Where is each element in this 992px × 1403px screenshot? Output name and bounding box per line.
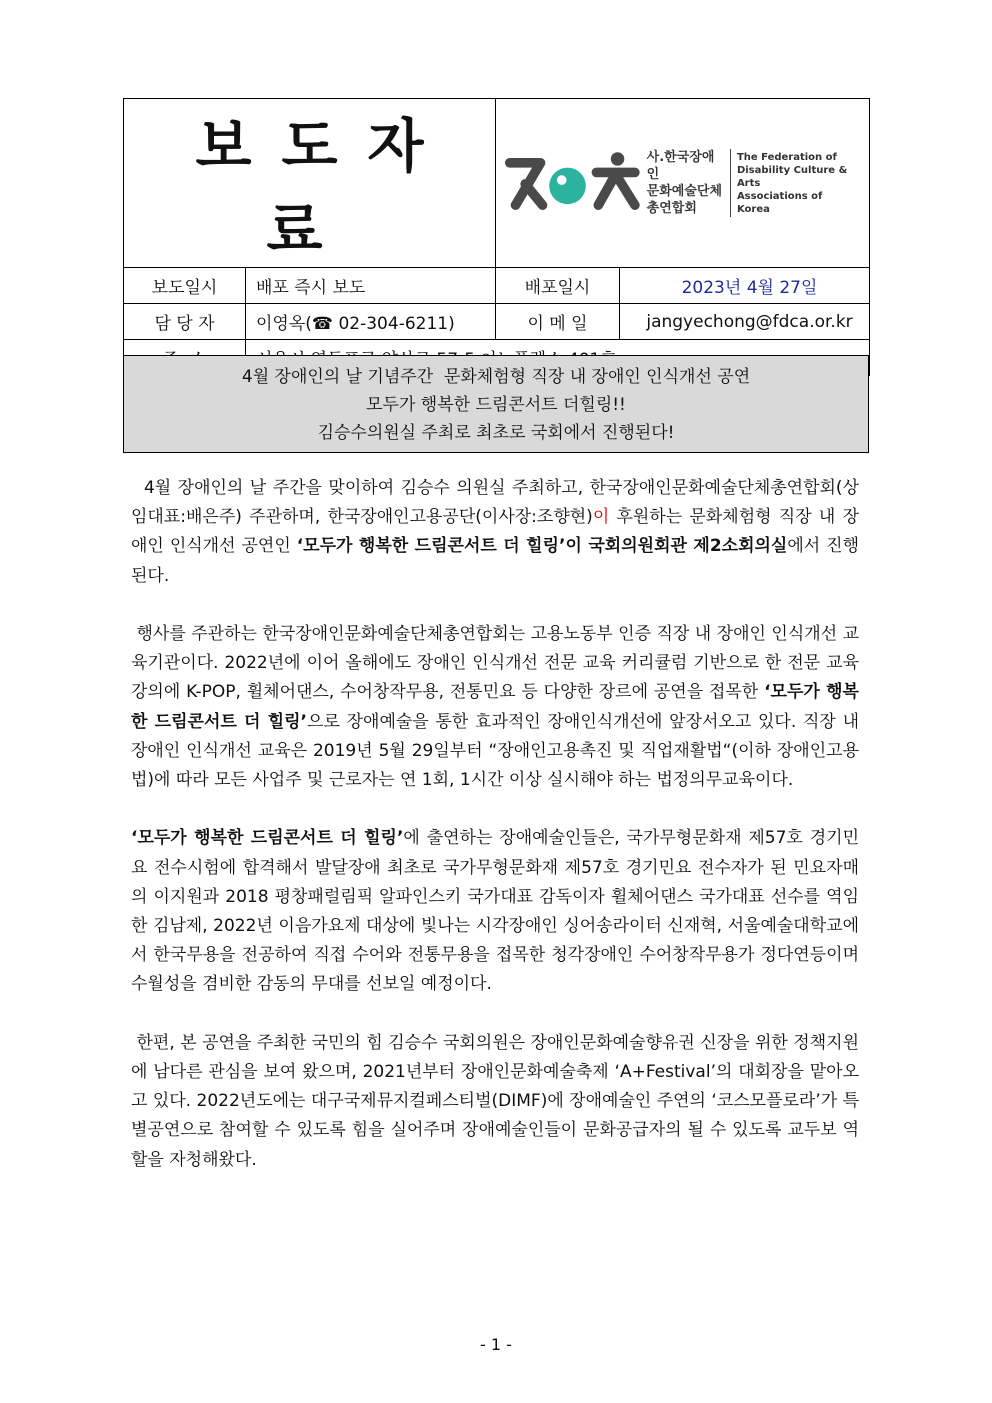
- headline-box: [123, 355, 869, 453]
- contact-label: 담 당 자: [124, 304, 246, 340]
- logo-en-line: Korea: [736, 203, 770, 215]
- paragraph-4: [131, 1029, 859, 1175]
- release-date-row: [124, 268, 870, 304]
- logo-mark-icon: [504, 148, 641, 218]
- logo-ko-line: 사.한국장애인: [646, 150, 715, 182]
- event-name-bold: ‘모두가 행복한 드림콘서트 더 힐링’이 국회의원회관 제2소회의실: [296, 536, 788, 557]
- logo-en-line: Disability Culture & Arts: [736, 164, 848, 189]
- logo-en-line: The Federation of: [736, 151, 837, 163]
- page-number: - 1 -: [480, 1335, 512, 1354]
- release-date-label: 보도일시: [124, 268, 246, 304]
- headline-line: 모두가 행복한 드림콘서트 더힐링!!: [366, 395, 626, 415]
- header-table: [123, 98, 870, 376]
- email-value[interactable]: jangyechong@fdca.or.kr: [620, 304, 870, 340]
- logo-en-line: Associations of: [736, 190, 823, 202]
- distribution-date-value: 2023년 4월 27일: [620, 268, 870, 304]
- paragraph-3: [131, 824, 859, 999]
- text-run: 행사를 주관하는 한국장애인문화예술단체총연합회는 고용노동부 인증 직장 내 장애인 인식개선 교육기관이다. 2022년에 이어 올해에도 장애인 인식개선 전문 교육 커리큘럼 기반으로 한 전문 교육강의에 K-POP, 휠체어댄스, 수어창작무용, 전통민요 등 다양한 장르에 공연을 접목한: [131, 624, 860, 703]
- highlight-text: 이: [592, 507, 610, 528]
- contact-row: [124, 304, 870, 340]
- text-run: 한편, 본 공연을 주최한 국민의 힘 김승수 국회의원은 장애인문화예술향유권 신장을 위한 정책지원에 남다른 관심을 보여 왔으며, 2021년부터 장애인문화예술축제 ‘A+Festival’의 대회장을 맡아오고 있다. 2022년도에는 대구국제뮤지컬페스티벌(DIMF)에 장애예술인 주연의 ‘코스모플로라’가 특별공연으로 참여할 수 있도록 힘을 실어주며 장애예술인들이 문화공급자의 될 수 있도록 교두보 역할을 자청해왔다.: [131, 1032, 859, 1170]
- event-name-bold: ‘모두가 행복한 드림콘서트 더 힐링’: [131, 828, 404, 849]
- logo-korean-text: [647, 149, 731, 217]
- logo-english-text: [737, 151, 869, 216]
- article-body: [131, 474, 859, 1204]
- contact-value: 이영옥(☎ 02-304-6211): [246, 304, 496, 340]
- distribution-date-label: 배포일시: [496, 268, 620, 304]
- document-title: 보도자료: [195, 112, 454, 264]
- organization-logo: [496, 148, 869, 218]
- logo-ko-line: 문화예술단체: [646, 184, 723, 199]
- paragraph-2: [131, 620, 859, 795]
- event-name-bold: ‘모두가 행복한 드림콘서트 더 힐링’: [131, 682, 859, 732]
- text-run: 4월 장애인의 날 주간을 맞이하여 김승수 의원실 주최하고, 한국장애인문화예술단체총연합회(상임대표:배은주) 주관하며, 한국장애인고용공단(이사장:조향현): [131, 478, 859, 528]
- title-cell: [124, 99, 496, 268]
- text-run: 에서 진행된다.: [131, 536, 860, 586]
- text-run: 으로 장애예술을 통한 효과적인 장애인식개선에 앞장서오고 있다. 직장 내 장애인 인식개선 교육은 2019년 5월 29일부터 “장애인고용촉진 및 직업재활법“(이하 장애인고용법)에 따라 모든 사업주 및 근로자는 연 1회, 1시간 이상 실시해야 하는 법정의무교육이다.: [131, 711, 860, 791]
- headline-line: 김승수의원실 주최로 최초로 국회에서 진행된다!: [317, 423, 675, 443]
- release-date-value: 배포 즉시 보도: [246, 268, 496, 304]
- text-run: 후원하는 문화체험형 직장 내 장애인 인식개선 공연인: [131, 507, 859, 557]
- headline-line: 4월 장애인의 날 기념주간 문화체험형 직장 내 장애인 인식개선 공연: [241, 367, 751, 387]
- logo-cell: [496, 99, 870, 268]
- paragraph-1: [131, 474, 859, 591]
- email-label: 이 메 일: [496, 304, 620, 340]
- text-run: 에 출연하는 장애예술인들은, 국가무형문화재 제57호 경기민요 전수시험에 합격해서 발달장애 최초로 국가무형문화재 제57호 경기민요 전수자가 된 민요자매의 이지원과 2018 평창패럴림픽 알파인스키 국가대표 감독이자 휠체어댄스 국가대표 선수를 역임한 김남제, 2022년 이음가요제 대상에 빛나는 시각장애인 싱어송라이터 신재혁, 서울예술대학교에서 한국무용을 전공하여 직접 수어와 전통무용을 접목한 청각장애인 수어창작무용가 정다연등이며 수월성을 겸비한 감동의 무대를 선보일 예정이다.: [131, 828, 859, 995]
- logo-ko-line: 총연합회: [646, 201, 697, 216]
